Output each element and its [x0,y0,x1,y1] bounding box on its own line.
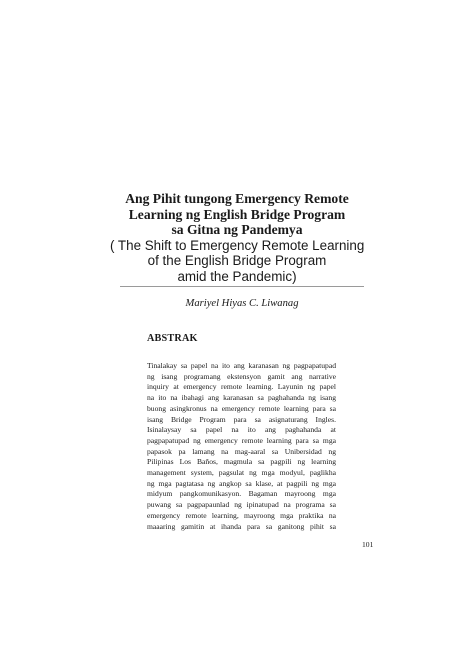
abstract-line: isang Bridge Program para sa asignaturang Ingles. [147,414,336,424]
english-title-line-1: ( The Shift to Emergency Remote Learning [110,237,365,253]
abstract-line: Pilipinas Los Baños, magmula sa pagpili ng learning [147,457,336,467]
title-line-2: Learning ng English Bridge Program [128,206,346,222]
title-line-1: Ang Pihit tungong Emergency Remote [125,191,349,206]
abstract-heading: ABSTRAK [147,333,198,344]
abstract-line: inquiry at emergency remote learning. Layunin ng papel [147,382,336,392]
title-divider [120,286,364,287]
english-title-line-2: of the English Bridge Program [147,253,327,269]
author-name: Mariyel Hiyas C. Liwanag [185,298,299,309]
page-number: 101 [362,540,374,549]
abstract-line: ng isang programang ekstensyon gamit ang narrative [147,371,336,381]
abstract-line: midyum pangkomunikasyon. Bagaman mayroong mga [147,489,336,499]
abstract-line: management system, pagsulat ng mga modyul, paglikha [147,468,336,478]
english-title-line-3: amid the Pandemic) [177,268,297,284]
abstract-line: maaaring gamitin at ihanda para sa ganitong pihit sa [147,521,336,531]
title-line-3: sa Gitna ng Pandemya [171,222,303,238]
abstract-line: emergency remote learning, mayroong mga praktika na [147,510,336,520]
abstract-body [147,361,336,532]
abstract-line: na ito na ibahagi ang karanasan sa paghahanda ng isang [147,393,336,403]
abstract-line: puwang sa pagpapaunlad ng ipinatupad na programa sa [147,500,336,510]
abstract-line: ng mga pagtatasa ng angkop sa klase, at pagpili ng mga [147,478,336,488]
abstract-line: Isinalaysay sa papel na ito ang paghahanda at [147,425,336,435]
abstract-line: Tinalakay sa papel na ito ang karanasan ng pagpapatupad [147,361,336,370]
article-title [110,191,364,285]
abstract-line: pagpapatupad ng emergency remote learning para sa mga [147,435,336,445]
abstract-line: buong asingkronus na emergency remote learning para sa [147,403,336,413]
abstract-line: papasok pa lamang na mag-aaral sa Unibersidad ng [147,446,336,456]
